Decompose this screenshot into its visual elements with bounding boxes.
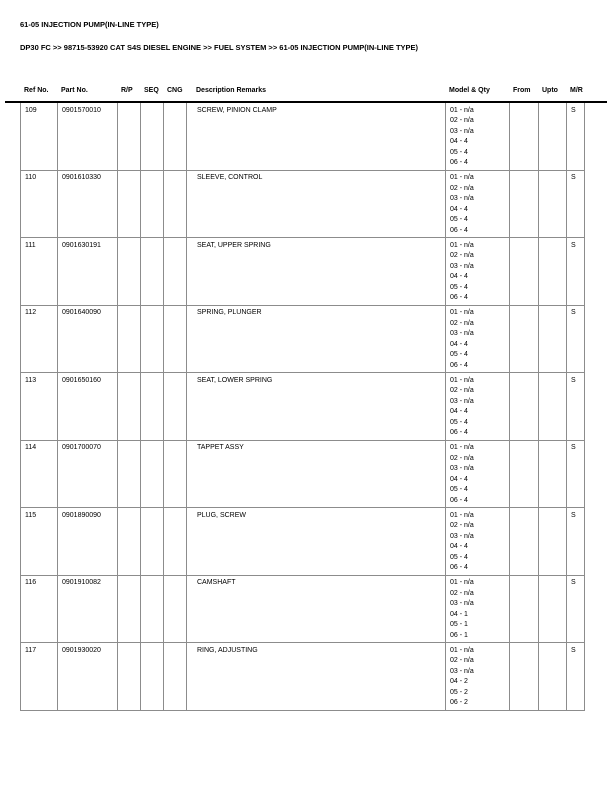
breadcrumb: DP30 FC >> 98715-53920 CAT S4S DIESEL ENGINE >> FUEL SYSTEM >> 61-05 INJECTION PUMP(IN-LINE TYPE) xyxy=(20,43,419,52)
cell-mr: S xyxy=(567,306,585,373)
column-header-seq: SEQ xyxy=(144,87,159,94)
cell-upto xyxy=(539,441,567,508)
column-header-part-no: Part No. xyxy=(61,87,88,94)
cell-ref-no: 117 xyxy=(21,643,58,710)
cell-ref-no: 109 xyxy=(21,103,58,170)
cell-seq xyxy=(141,103,164,170)
cell-description: RING, ADJUSTING xyxy=(187,643,446,710)
cell-ref-no: 114 xyxy=(21,441,58,508)
cell-from xyxy=(510,171,539,238)
table-row xyxy=(21,306,585,374)
cell-from xyxy=(510,643,539,710)
cell-upto xyxy=(539,306,567,373)
cell-cng xyxy=(164,238,187,305)
cell-description: SEAT, LOWER SPRING xyxy=(187,373,446,440)
cell-mr: S xyxy=(567,441,585,508)
cell-part-no: 0901700070 xyxy=(58,441,118,508)
cell-mr: S xyxy=(567,508,585,575)
cell-cng xyxy=(164,103,187,170)
cell-from xyxy=(510,441,539,508)
cell-ref-no: 112 xyxy=(21,306,58,373)
cell-part-no: 0901610330 xyxy=(58,171,118,238)
cell-ref-no: 113 xyxy=(21,373,58,440)
cell-rp xyxy=(118,238,141,305)
cell-cng xyxy=(164,306,187,373)
cell-model-qty: 01 - n/a 02 - n/a 03 - n/a 04 - 4 05 - 4 06 - 4 xyxy=(446,373,510,440)
cell-model-qty: 01 - n/a 02 - n/a 03 - n/a 04 - 4 05 - 4 06 - 4 xyxy=(446,238,510,305)
cell-seq xyxy=(141,373,164,440)
cell-upto xyxy=(539,508,567,575)
cell-description: SLEEVE, CONTROL xyxy=(187,171,446,238)
cell-from xyxy=(510,576,539,643)
table-row xyxy=(21,373,585,441)
cell-upto xyxy=(539,643,567,710)
cell-from xyxy=(510,306,539,373)
cell-seq xyxy=(141,171,164,238)
cell-from xyxy=(510,238,539,305)
table-row xyxy=(21,576,585,644)
cell-part-no: 0901640090 xyxy=(58,306,118,373)
cell-seq xyxy=(141,508,164,575)
cell-description: TAPPET ASSY xyxy=(187,441,446,508)
cell-seq xyxy=(141,576,164,643)
cell-ref-no: 110 xyxy=(21,171,58,238)
cell-from xyxy=(510,373,539,440)
cell-ref-no: 115 xyxy=(21,508,58,575)
cell-description: SEAT, UPPER SPRING xyxy=(187,238,446,305)
cell-description: CAMSHAFT xyxy=(187,576,446,643)
table-row xyxy=(21,103,585,171)
cell-rp xyxy=(118,103,141,170)
cell-seq xyxy=(141,238,164,305)
cell-mr: S xyxy=(567,171,585,238)
cell-rp xyxy=(118,441,141,508)
cell-ref-no: 111 xyxy=(21,238,58,305)
cell-upto xyxy=(539,171,567,238)
cell-from xyxy=(510,508,539,575)
cell-cng xyxy=(164,373,187,440)
cell-upto xyxy=(539,238,567,305)
cell-upto xyxy=(539,103,567,170)
cell-part-no: 0901570010 xyxy=(58,103,118,170)
cell-mr: S xyxy=(567,373,585,440)
cell-rp xyxy=(118,373,141,440)
cell-model-qty: 01 - n/a 02 - n/a 03 - n/a 04 - 4 05 - 4 06 - 4 xyxy=(446,508,510,575)
table-header-row xyxy=(20,87,584,94)
table-row xyxy=(21,441,585,509)
cell-seq xyxy=(141,306,164,373)
cell-description: PLUG, SCREW xyxy=(187,508,446,575)
parts-table-body xyxy=(20,103,585,711)
page-title: 61-05 INJECTION PUMP(IN-LINE TYPE) xyxy=(20,20,159,29)
cell-rp xyxy=(118,576,141,643)
cell-part-no: 0901650160 xyxy=(58,373,118,440)
column-header-ref-no: Ref No. xyxy=(24,87,49,94)
cell-rp xyxy=(118,171,141,238)
cell-rp xyxy=(118,306,141,373)
cell-mr: S xyxy=(567,238,585,305)
cell-model-qty: 01 - n/a 02 - n/a 03 - n/a 04 - 4 05 - 4 06 - 4 xyxy=(446,306,510,373)
cell-part-no: 0901890090 xyxy=(58,508,118,575)
cell-rp xyxy=(118,643,141,710)
cell-cng xyxy=(164,441,187,508)
cell-from xyxy=(510,103,539,170)
cell-cng xyxy=(164,508,187,575)
cell-description: SCREW, PINION CLAMP xyxy=(187,103,446,170)
cell-upto xyxy=(539,373,567,440)
cell-upto xyxy=(539,576,567,643)
cell-model-qty: 01 - n/a 02 - n/a 03 - n/a 04 - 4 05 - 4 06 - 4 xyxy=(446,103,510,170)
cell-description: SPRING, PLUNGER xyxy=(187,306,446,373)
cell-cng xyxy=(164,576,187,643)
table-row xyxy=(21,238,585,306)
table-row xyxy=(21,508,585,576)
cell-model-qty: 01 - n/a 02 - n/a 03 - n/a 04 - 2 05 - 2 06 - 2 xyxy=(446,643,510,710)
cell-model-qty: 01 - n/a 02 - n/a 03 - n/a 04 - 4 05 - 4 06 - 4 xyxy=(446,441,510,508)
cell-rp xyxy=(118,508,141,575)
cell-part-no: 0901630191 xyxy=(58,238,118,305)
column-header-cng: CNG xyxy=(167,87,183,94)
cell-cng xyxy=(164,643,187,710)
cell-part-no: 0901930020 xyxy=(58,643,118,710)
cell-ref-no: 116 xyxy=(21,576,58,643)
cell-model-qty: 01 - n/a 02 - n/a 03 - n/a 04 - 4 05 - 4 06 - 4 xyxy=(446,171,510,238)
column-header-rp: R/P xyxy=(121,87,133,94)
table-row xyxy=(21,643,585,711)
cell-mr: S xyxy=(567,576,585,643)
cell-model-qty: 01 - n/a 02 - n/a 03 - n/a 04 - 1 05 - 1 06 - 1 xyxy=(446,576,510,643)
cell-seq xyxy=(141,441,164,508)
cell-mr: S xyxy=(567,103,585,170)
column-header-from: From xyxy=(513,87,531,94)
table-row xyxy=(21,171,585,239)
column-header-description-remarks: Description Remarks xyxy=(196,87,267,94)
column-header-model-qty: Model & Qty xyxy=(449,87,490,94)
cell-cng xyxy=(164,171,187,238)
column-header-mr: M/R xyxy=(570,87,583,94)
cell-part-no: 0901910082 xyxy=(58,576,118,643)
cell-mr: S xyxy=(567,643,585,710)
column-header-upto: Upto xyxy=(542,87,558,94)
cell-seq xyxy=(141,643,164,710)
